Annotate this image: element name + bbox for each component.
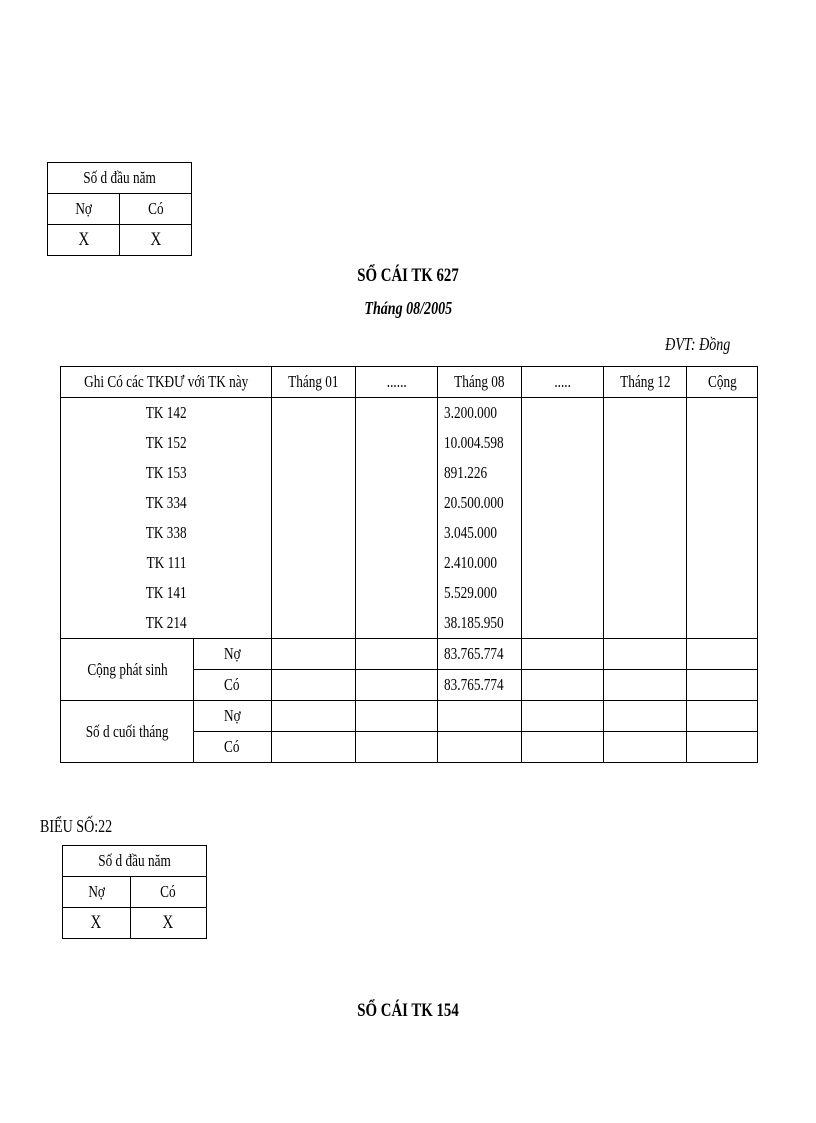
month08-cell: 891.226: [437, 458, 521, 488]
ledger-title: SỔ CÁI TK 627: [357, 265, 459, 286]
month08-cell: 20.500.000: [437, 488, 521, 518]
opening-debit-label: Nợ: [48, 194, 120, 225]
opening-credit-value: X: [120, 225, 192, 256]
ledger-table: [60, 366, 758, 763]
table-row: [61, 548, 758, 578]
opening-credit-label: Có: [130, 877, 206, 908]
ledger-header-row: [61, 367, 758, 398]
opening-balance-header: Số d đầu năm: [63, 846, 207, 877]
column-header-account: Ghi Có các TKĐƯ với TK này: [61, 367, 272, 398]
total-credit-label: Có: [194, 670, 272, 701]
closing-debit-label: Nợ: [194, 701, 272, 732]
column-header-month01: Tháng 01: [272, 367, 355, 398]
total-label: Cộng phát sinh: [61, 639, 194, 701]
total-debit-month08: 83.765.774: [437, 639, 521, 670]
account-cell: TK 153: [61, 458, 272, 488]
table-row: [61, 608, 758, 639]
column-header-month08: Tháng 08: [437, 367, 521, 398]
table-row: [61, 458, 758, 488]
opening-debit-label: Nợ: [63, 877, 131, 908]
month08-cell: 5.529.000: [437, 578, 521, 608]
account-cell: TK 111: [61, 548, 272, 578]
account-cell: TK 142: [61, 398, 272, 429]
opening-balance-header: Số d đầu năm: [48, 163, 192, 194]
account-cell: TK 141: [61, 578, 272, 608]
opening-debit-value: X: [63, 908, 131, 939]
account-cell: TK 338: [61, 518, 272, 548]
opening-balance-table-2: [62, 845, 207, 939]
closing-debit-row: [61, 701, 758, 732]
month08-cell: 10.004.598: [437, 428, 521, 458]
opening-balance-table: [47, 162, 192, 256]
column-header-total: Cộng: [687, 367, 758, 398]
month08-cell: 2.410.000: [437, 548, 521, 578]
table-row: [61, 428, 758, 458]
table-row: [61, 488, 758, 518]
opening-debit-value: X: [48, 225, 120, 256]
closing-credit-label: Có: [194, 732, 272, 763]
column-header-month12: Tháng 12: [603, 367, 686, 398]
ledger-period: Tháng 08/2005: [364, 298, 452, 318]
column-header-ellipsis1: ......: [355, 367, 437, 398]
table-row: [61, 518, 758, 548]
account-cell: TK 334: [61, 488, 272, 518]
total-debit-label: Nợ: [194, 639, 272, 670]
next-ledger-title: SỔ CÁI TK 154: [357, 1000, 459, 1021]
opening-credit-label: Có: [120, 194, 192, 225]
month08-cell: 3.200.000: [437, 398, 521, 429]
month08-cell: 38.185.950: [437, 608, 521, 639]
table-row: [61, 578, 758, 608]
month08-cell: 3.045.000: [437, 518, 521, 548]
table-row: [61, 398, 758, 429]
account-cell: TK 214: [61, 608, 272, 639]
account-cell: TK 152: [61, 428, 272, 458]
form-number: BIỂU SỐ:22: [40, 816, 113, 836]
currency-unit: ĐVT: Đồng: [665, 334, 731, 354]
closing-label: Số d cuối tháng: [61, 701, 194, 763]
column-header-ellipsis2: .....: [521, 367, 603, 398]
opening-credit-value: X: [130, 908, 206, 939]
total-debit-row: [61, 639, 758, 670]
total-credit-month08: 83.765.774: [437, 670, 521, 701]
